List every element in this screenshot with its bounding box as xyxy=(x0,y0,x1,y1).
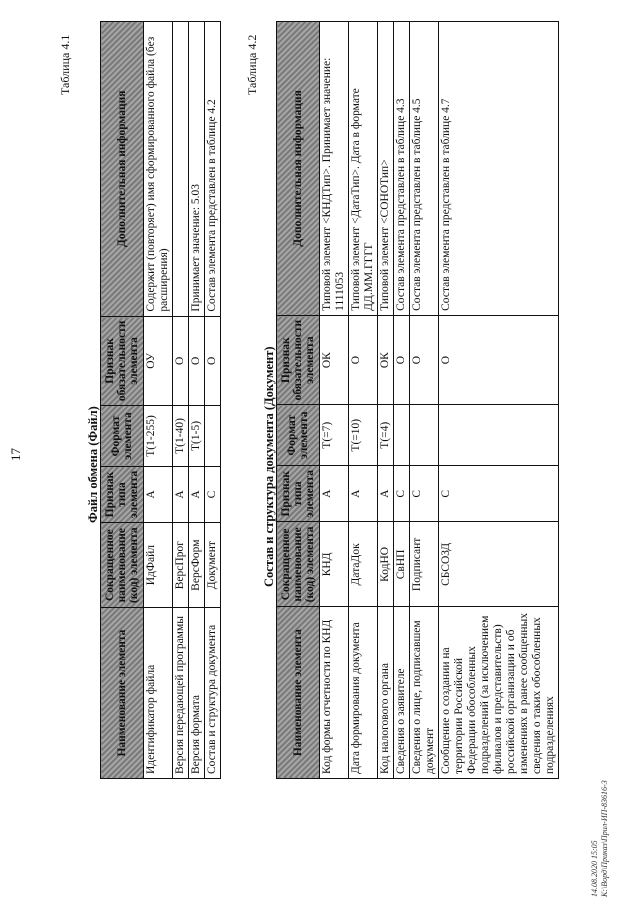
table-row xyxy=(378,22,394,779)
cell-info: Типовой элемент <ДатаТип>. Дата в формате ДД.ММ.ГГГГ xyxy=(349,22,378,316)
cell-code: СвНП xyxy=(394,522,410,607)
cell-type: С xyxy=(410,466,439,522)
cell-info: Состав элемента представлен в таблице 4.3 xyxy=(394,22,410,316)
cell-type: А xyxy=(349,466,378,522)
cell-format xyxy=(439,405,559,466)
cell-type: С xyxy=(394,466,410,522)
cell-name: Версия передающей программы xyxy=(173,608,189,779)
header-cell: Признак типа элемента xyxy=(101,466,144,522)
cell-code: ДатаДок xyxy=(349,522,378,607)
header-cell: Сокращенное наименование (код) элемента xyxy=(101,523,144,608)
table-row xyxy=(144,22,173,779)
table-row xyxy=(173,22,189,779)
cell-format xyxy=(394,405,410,466)
table-row xyxy=(205,22,221,779)
table-4-2-title: Состав и структура документа (Документ) xyxy=(262,346,276,587)
table-row xyxy=(394,22,410,779)
cell-required: О xyxy=(349,315,378,405)
cell-required: О xyxy=(410,315,439,405)
cell-format: Т(=10) xyxy=(349,405,378,466)
cell-type: С xyxy=(439,466,559,522)
cell-required: О xyxy=(394,315,410,405)
cell-info: Содержит (повторяет) имя сформированного файла (без расширения) xyxy=(144,22,173,317)
cell-info: Типовой элемент <КНДТип>. Принимает значение: 1111053 xyxy=(320,22,349,316)
cell-required: О xyxy=(439,315,559,405)
cell-code: Документ xyxy=(205,523,221,608)
cell-format: Т(=7) xyxy=(320,405,349,466)
header-cell: Формат элемента xyxy=(101,406,144,467)
cell-info: Принимает значение: 5.03 xyxy=(189,22,205,317)
cell-format xyxy=(410,405,439,466)
cell-code: КНД xyxy=(320,522,349,607)
cell-type: А xyxy=(320,466,349,522)
cell-format: Т(1-40) xyxy=(173,406,189,467)
cell-name: Сведения о заявителе xyxy=(394,607,410,779)
table-row xyxy=(410,22,439,779)
page-number: 17 xyxy=(8,448,23,461)
cell-code: ВерсФорм xyxy=(189,523,205,608)
cell-format: Т(1-5) xyxy=(189,406,205,467)
header-cell: Признак типа элемента xyxy=(277,466,320,522)
cell-name: Дата формирования документа xyxy=(349,607,378,779)
header-cell: Дополнительная информация xyxy=(277,22,320,316)
cell-type: А xyxy=(378,466,394,522)
cell-type: А xyxy=(173,466,189,522)
cell-type: А xyxy=(189,466,205,522)
cell-info: Состав элемента представлен в таблице 4.7 xyxy=(439,22,559,316)
cell-name: Сообщение о создании на территории Российской Федерации обособленных подразделений (за исключением филиалов и представительств) российской организации и об изменениях в ранее сообщенных сведения о таких обособленных подразделениях xyxy=(439,607,559,779)
table-4-2-label: Таблица 4.2 xyxy=(245,34,259,95)
cell-name: Сведения о лице, подписавшем документ xyxy=(410,607,439,779)
table-4-1-label: Таблица 4.1 xyxy=(58,34,72,95)
cell-code: Подписант xyxy=(410,522,439,607)
cell-name: Идентификатор файла xyxy=(144,608,173,779)
cell-code: КодНО xyxy=(378,522,394,607)
cell-type: С xyxy=(205,466,221,522)
cell-name: Код налогового органа xyxy=(378,607,394,779)
table-row xyxy=(320,22,349,779)
table-row xyxy=(439,22,559,779)
cell-name: Версия формата xyxy=(189,608,205,779)
cell-format xyxy=(205,406,221,467)
cell-code: ИдФайл xyxy=(144,523,173,608)
header-cell: Сокращенное наименование (код) элемента xyxy=(277,522,320,607)
cell-code: СБСОЗД xyxy=(439,522,559,607)
table-4-1-title: Файл обмена (Файл) xyxy=(86,406,100,523)
header-cell: Формат элемента xyxy=(277,405,320,466)
cell-required: О xyxy=(189,316,205,406)
cell-code: ВерсПрог xyxy=(173,523,189,608)
table-row xyxy=(189,22,205,779)
cell-required: ОК xyxy=(320,315,349,405)
cell-info: Состав элемента представлен в таблице 4.5 xyxy=(410,22,439,316)
header-cell: Наименование элемента xyxy=(277,607,320,779)
cell-name: Код формы отчетности по КНД xyxy=(320,607,349,779)
header-cell: Наименование элемента xyxy=(101,608,144,779)
table-row xyxy=(349,22,378,779)
header-cell: Признак обязательности элемента xyxy=(277,315,320,405)
cell-required: ОК xyxy=(378,315,394,405)
cell-format: Т(1-255) xyxy=(144,406,173,467)
cell-format: Т(=4) xyxy=(378,405,394,466)
cell-required: ОУ xyxy=(144,316,173,406)
table-4-1 xyxy=(100,21,221,779)
cell-required: О xyxy=(205,316,221,406)
cell-name: Состав и структура документа xyxy=(205,608,221,779)
cell-info: Типовой элемент <СОНОТип> xyxy=(378,22,394,316)
header-cell: Признак обязательности элемента xyxy=(101,316,144,406)
footer-stamp xyxy=(590,780,610,897)
cell-type: А xyxy=(144,466,173,522)
cell-required: О xyxy=(173,316,189,406)
footer-date: 14.08.2020 15:05 xyxy=(590,840,599,897)
cell-info: Состав элемента представлен в таблице 4.2 xyxy=(205,22,221,317)
table-4-2 xyxy=(276,21,559,779)
cell-info xyxy=(173,22,189,317)
header-cell: Дополнительная информация xyxy=(101,22,144,317)
footer-path: К:\Ворд\Приказ\Прил-ИП-83616-3 xyxy=(600,780,609,897)
